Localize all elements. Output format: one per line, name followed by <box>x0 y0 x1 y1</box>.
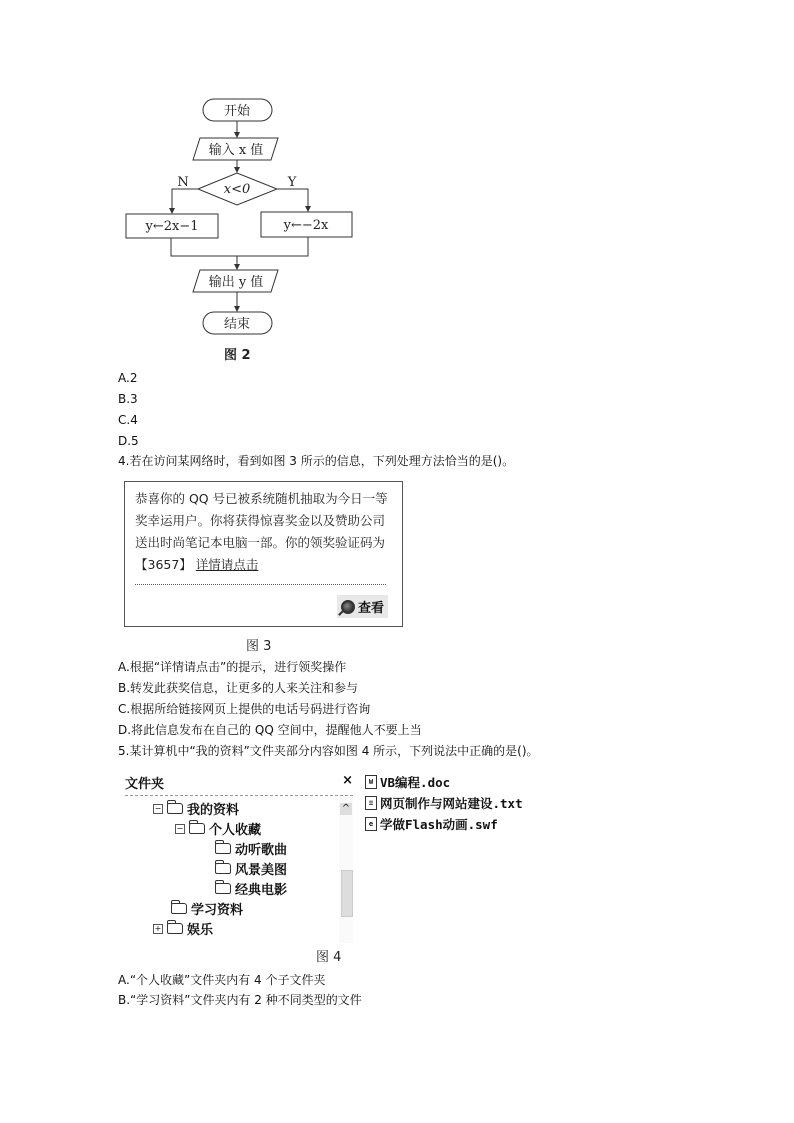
figure-4-explorer <box>125 773 545 943</box>
folder-icon <box>167 803 183 814</box>
tree-item-songs[interactable] <box>215 839 287 858</box>
flowchart-figure-2 <box>0 0 400 345</box>
output-label: 输出 y 值 <box>208 275 264 290</box>
file-vb-doc[interactable] <box>365 773 450 791</box>
condition-label: x<0 <box>223 182 251 197</box>
folder-panel-title: 文件夹 <box>125 777 165 792</box>
file-name: 学做Flash动画.swf <box>380 817 498 832</box>
figure-3-caption: 图 3 <box>246 639 272 654</box>
flash-file-icon: e <box>365 817 377 831</box>
q5-option-b: B.“学习资料”文件夹内有 2 种不同类型的文件 <box>118 993 362 1007</box>
folder-icon <box>215 863 231 874</box>
q4-question: 4.若在访问某网络时，看到如图 3 所示的信息，下列处理方法恰当的是()。 <box>118 454 515 468</box>
folder-icon <box>189 823 205 834</box>
q3-option-b: B.3 <box>118 392 138 406</box>
tree-item-my-data[interactable] <box>153 799 239 818</box>
file-web-txt[interactable] <box>365 794 523 812</box>
q5-question: 5.某计算机中“我的资料”文件夹部分内容如图 4 所示，下列说法中正确的是()。 <box>118 744 539 758</box>
tree-label: 娱乐 <box>187 923 214 938</box>
folder-icon <box>167 923 183 934</box>
q4-option-b: B.转发此获奖信息，让更多的人来关注和参与 <box>118 681 359 695</box>
close-icon[interactable]: × <box>342 773 353 788</box>
folder-icon <box>171 903 187 914</box>
tree-item-favorites[interactable] <box>175 819 261 838</box>
file-flash-swf[interactable] <box>365 815 498 833</box>
input-label: 输入 x 值 <box>208 143 264 158</box>
tree-scrollbar[interactable] <box>339 797 353 943</box>
yes-label: Y <box>287 175 297 190</box>
magnifier-icon <box>341 600 355 614</box>
file-name: 网页制作与网站建设.txt <box>380 796 523 811</box>
tree-label: 动听歌曲 <box>235 843 288 858</box>
tree-item-scenery[interactable] <box>215 859 287 878</box>
details-link[interactable]: 详情请点击 <box>195 557 259 572</box>
figure-2-caption: 图 2 <box>224 348 251 363</box>
collapse-icon[interactable]: − <box>176 823 184 833</box>
q3-option-c: C.4 <box>118 413 138 427</box>
expand-icon[interactable]: + <box>154 923 162 933</box>
tree-label: 学习资料 <box>191 903 244 918</box>
end-label: 结束 <box>223 317 251 332</box>
no-branch-label: y←2x−1 <box>145 219 199 234</box>
scroll-up-icon[interactable]: ^ <box>341 803 351 814</box>
tree-item-study[interactable] <box>171 899 243 918</box>
q5-option-a: A.“个人收藏”文件夹内有 4 个子文件夹 <box>118 973 326 987</box>
start-label: 开始 <box>223 104 251 119</box>
text-file-icon: ≡ <box>365 796 377 810</box>
tree-label: 个人收藏 <box>209 823 262 838</box>
tree-item-entertainment[interactable] <box>153 919 213 938</box>
figure-4-caption: 图 4 <box>316 950 342 965</box>
folder-icon <box>215 883 231 894</box>
tree-label: 风景美图 <box>235 863 288 878</box>
tree-label: 我的资料 <box>187 803 240 818</box>
yes-branch-label: y←−2x <box>283 218 329 233</box>
folder-panel-header <box>125 773 353 796</box>
file-name: VB编程.doc <box>380 775 451 790</box>
no-label: N <box>177 175 189 190</box>
q3-option-a: A.2 <box>118 371 138 385</box>
folder-icon <box>215 843 231 854</box>
q4-option-d: D.将此信息发布在自己的 QQ 空间中，提醒他人不要上当 <box>118 723 422 737</box>
dotted-divider <box>135 584 386 585</box>
q4-option-a: A.根据“详情请点击”的提示，进行领奖操作 <box>118 660 347 674</box>
figure-3-message-box <box>124 481 403 627</box>
tree-label: 经典电影 <box>235 883 288 898</box>
q4-option-c: C.根据所给链接网页上提供的电话号码进行咨询 <box>118 702 371 716</box>
q3-option-d: D.5 <box>118 434 139 448</box>
collapse-icon[interactable]: − <box>154 803 162 813</box>
word-doc-icon: W <box>365 775 377 789</box>
view-button-label: 查看 <box>357 601 384 616</box>
view-button[interactable] <box>337 595 388 618</box>
prize-message: 恭喜你的 QQ 号已被系统随机抽取为今日一等奖幸运用户。你将获得惊喜奖金以及赞助公司送出时尚笔记本电脑一部。你的领奖验证码为【3657】 <box>135 491 388 572</box>
scroll-thumb[interactable] <box>341 870 353 917</box>
tree-item-movies[interactable] <box>215 879 287 898</box>
